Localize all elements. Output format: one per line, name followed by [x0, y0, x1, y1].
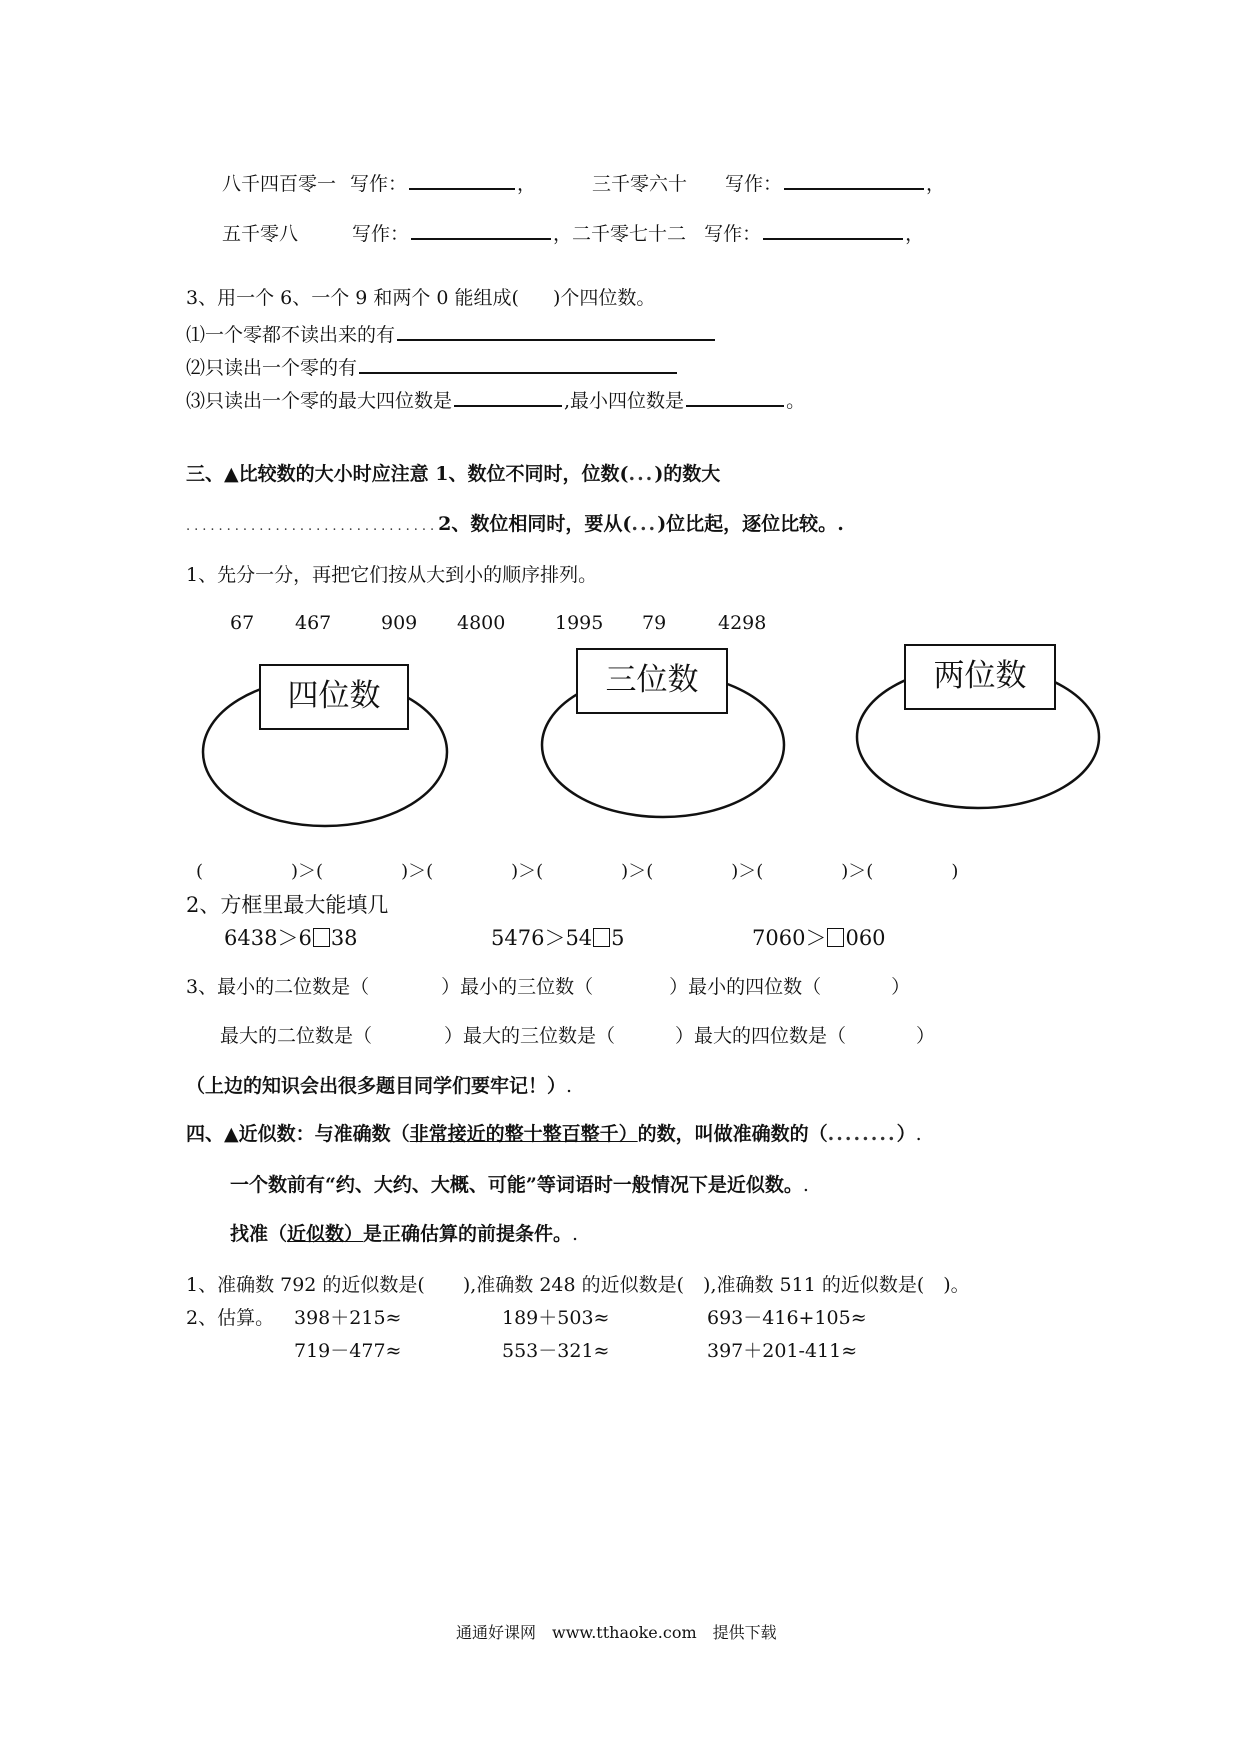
- fill-square[interactable]: [827, 928, 844, 947]
- sec4-line3-b: 是正确估算的前提条件。: [363, 1223, 573, 1245]
- sec3-heading-b: 2、数位相同时，要从(: [438, 513, 632, 535]
- estimate-item: 398＋215≈: [294, 1307, 402, 1329]
- q3r1-a: 3、最小的二位数是（: [186, 976, 370, 998]
- dots: ...: [628, 463, 655, 485]
- comma: ，: [926, 173, 946, 195]
- comma: ，: [517, 173, 537, 195]
- q3-title-end: )个四位数。: [552, 287, 656, 309]
- comma: ，: [905, 223, 925, 245]
- dots: ...: [631, 513, 658, 535]
- tail-dot: .: [915, 1123, 922, 1145]
- section-3-heading-2: [186, 512, 844, 539]
- sec3-heading-a-end: )的数大: [654, 463, 721, 485]
- q3r2-a: 最大的二位数是（: [220, 1025, 373, 1047]
- min-numbers-row: [186, 975, 910, 999]
- number-item: 4298: [718, 612, 767, 634]
- q3r2-c: ）最大的四位数是（: [675, 1025, 847, 1047]
- order-sep: )＞(: [401, 861, 434, 882]
- sec4-heading-a: 四、▲近似数：与准确数（: [186, 1123, 410, 1145]
- q3-s2-text: ⑵只读出一个零的有: [186, 357, 358, 379]
- label-box-two-digit: 两位数: [904, 644, 1056, 710]
- q2-b2: 5: [611, 926, 625, 950]
- write-row-2: [222, 218, 924, 246]
- q3r1-d: ）: [891, 976, 911, 998]
- answer-blank[interactable]: [686, 385, 784, 407]
- estimate-item: 719－477≈: [294, 1340, 402, 1362]
- fill-box-row-c: [752, 926, 886, 950]
- sec4-line2-text: 一个数前有“约、大约、大概、可能”等词语时一般情况下是近似数。: [230, 1174, 803, 1196]
- number-item: 79: [642, 612, 667, 634]
- q2-a2: 38: [330, 926, 358, 950]
- write-label: 写作：: [352, 223, 410, 245]
- max-numbers-row: [220, 1024, 935, 1048]
- tail-dot: .: [837, 513, 844, 535]
- page-footer: 通通好课网 www.tthaoke.com 提供下载: [456, 1623, 777, 1642]
- q3-title: [186, 286, 655, 310]
- q3-s3c-text: 。: [786, 390, 806, 412]
- paren: (: [196, 861, 204, 882]
- sec4-line3-a: 找准（: [230, 1223, 288, 1245]
- answer-blank[interactable]: [454, 385, 562, 407]
- q3r2-b: ）最大的三位数是（: [444, 1025, 616, 1047]
- q2-c2: 060: [845, 926, 886, 950]
- label-box-three-digit: 三位数: [576, 648, 728, 714]
- sec4-q1: 1、准确数 792 的近似数是( ),准确数 248 的近似数是( ),准确数 511 的近似数是( )。: [186, 1274, 970, 1296]
- q3r1-b: ）最小的三位数（: [441, 976, 594, 998]
- order-sep: )＞(: [291, 861, 324, 882]
- estimate-item: 693－416+105≈: [707, 1307, 867, 1329]
- word-number-3: 五千零八: [222, 223, 299, 245]
- q3-title-text: 3、用一个 6、一个 9 和两个 0 能组成(: [186, 287, 519, 309]
- answer-blank[interactable]: [359, 352, 677, 374]
- write-row-1: [222, 168, 536, 196]
- sec4-heading-b: 的数，叫做准确数的（: [637, 1123, 828, 1145]
- word-number-4: 二千零七十二: [572, 223, 687, 245]
- comma: ，: [553, 223, 573, 245]
- number-item: 1995: [555, 612, 604, 634]
- q3-s3b-text: ,最小四位数是: [564, 390, 685, 412]
- fill-box-row: [224, 926, 358, 950]
- order-sep: )＞(: [621, 861, 654, 882]
- sec4-q2-title: 2、估算。: [186, 1307, 275, 1329]
- order-sep: )＞(: [841, 861, 874, 882]
- q2-b1: 5476＞54: [491, 926, 593, 950]
- q3-s1-text: ⑴一个零都不读出来的有: [186, 324, 396, 346]
- tail-dot: .: [802, 1174, 809, 1196]
- label-box-four-digit: 四位数: [259, 664, 409, 730]
- order-sep: )＞(: [731, 861, 764, 882]
- q3-sub-2: [186, 352, 679, 380]
- number-item: 4800: [457, 612, 506, 634]
- estimate-item: 553－321≈: [502, 1340, 610, 1362]
- tail-dot: .: [566, 1075, 573, 1097]
- estimate-item: 397＋201-411≈: [707, 1340, 858, 1362]
- order-sep: )＞(: [511, 861, 544, 882]
- answer-blank[interactable]: [411, 218, 551, 240]
- answer-blank[interactable]: [763, 218, 903, 240]
- fill-square[interactable]: [313, 928, 330, 947]
- number-item: 67: [230, 612, 255, 634]
- answer-blank[interactable]: [397, 319, 715, 341]
- number-item: 909: [381, 612, 418, 634]
- sec3-heading-a: 三、▲比较数的大小时应注意 1、数位不同时，位数(: [186, 463, 629, 485]
- write-label: 写作：: [350, 173, 408, 195]
- sec3-q2-title: 2、方框里最大能填几: [186, 893, 389, 917]
- fill-square[interactable]: [593, 928, 610, 947]
- remember-note: [186, 1074, 572, 1098]
- number-item: 467: [295, 612, 332, 634]
- sec4-line3-underlined: 近似数）: [287, 1223, 364, 1245]
- sec4-line-2: [230, 1173, 809, 1197]
- sec3-heading-b-end: )位比起，逐位比较。: [657, 513, 838, 535]
- word-number-2: 三千零六十: [592, 173, 688, 195]
- q3r2-d: ）: [916, 1025, 936, 1047]
- tail-dot: .: [572, 1223, 579, 1245]
- q2-a1: 6438＞6: [224, 926, 312, 950]
- section-4-heading: [186, 1122, 922, 1146]
- lead-dots: ...............................: [186, 519, 439, 534]
- paren: ): [951, 861, 959, 882]
- sec4-line-3: [230, 1222, 578, 1246]
- q3r1-c: ）最小的四位数（: [669, 976, 822, 998]
- estimate-item: 189＋503≈: [502, 1307, 610, 1329]
- answer-blank[interactable]: [784, 168, 924, 190]
- word-number-1: 八千四百零一: [222, 173, 337, 195]
- write-label: 写作：: [725, 173, 783, 195]
- sec4-heading-end: ）: [896, 1123, 916, 1145]
- remember-text: （上边的知识会出很多题目同学们要牢记！）: [186, 1075, 567, 1097]
- q2-c1: 7060＞: [752, 926, 827, 950]
- q3-sub-1: [186, 319, 717, 347]
- answer-blank[interactable]: [409, 168, 515, 190]
- q3-sub-3: [186, 385, 805, 413]
- section-3-heading: [186, 462, 720, 486]
- order-row: [196, 860, 958, 884]
- q3-s3a-text: ⑶只读出一个零的最大四位数是: [186, 390, 453, 412]
- dots: ........: [827, 1123, 897, 1145]
- write-row-1b: [592, 168, 945, 196]
- write-label: 写作：: [704, 223, 762, 245]
- sec4-heading-underlined: 非常接近的整十整百整千）: [409, 1123, 638, 1145]
- fill-box-row-b: [491, 926, 625, 950]
- sec3-q1-title: 1、先分一分，再把它们按从大到小的顺序排列。: [186, 564, 598, 586]
